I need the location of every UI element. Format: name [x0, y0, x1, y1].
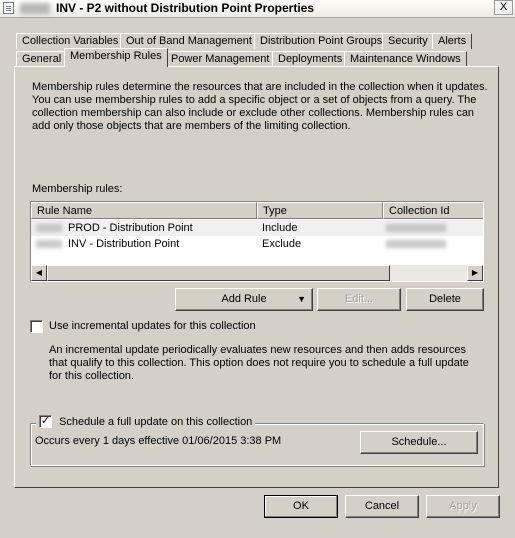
full-update-label: Schedule a full update on this collection: [59, 416, 253, 429]
scroll-left-icon[interactable]: ◀: [31, 265, 47, 281]
rule-type-cell: Include: [262, 222, 298, 234]
tab-membership-rules[interactable]: Membership Rules: [64, 48, 168, 67]
redacted-icon: [36, 224, 62, 232]
incremental-updates-description: An incremental update periodically evaluates new resources and then adds resources that qualify to this collection. This option does not require you to schedule a full update for this collection.: [49, 344, 469, 382]
tab-alerts[interactable]: Alerts: [432, 33, 472, 49]
schedule-button[interactable]: Schedule...: [360, 431, 478, 454]
tab-maintenance-windows[interactable]: Maintenance Windows: [344, 51, 467, 67]
tab-power-management[interactable]: Power Management: [165, 51, 275, 67]
redacted-collection-id: [386, 224, 446, 232]
scroll-thumb[interactable]: [47, 265, 390, 281]
rule-name-cell: PROD - Distribution Point: [68, 222, 193, 234]
full-update-checkbox[interactable]: ✓: [40, 415, 51, 427]
rule-name-cell: INV - Distribution Point: [68, 238, 180, 250]
cancel-button[interactable]: Cancel: [345, 495, 419, 518]
window-title: INV - P2 without Distribution Point Properties: [56, 1, 315, 15]
edit-button[interactable]: Edit...: [317, 288, 401, 311]
table-row[interactable]: [31, 236, 483, 252]
add-rule-button[interactable]: [175, 288, 313, 311]
list-header: [31, 202, 484, 219]
delete-button[interactable]: Delete: [406, 288, 484, 311]
tab-security[interactable]: Security: [382, 33, 434, 49]
membership-rules-label: Membership rules:: [32, 183, 123, 195]
membership-description: Membership rules determine the resources that are included in the collection when it updates. You can use membership rules to add a specific object or a set of objects from a query. The collection membership can also include or exclude other collections. Membership rules can add only those objects that are members of the limiting collection.: [32, 81, 488, 132]
column-rule-name[interactable]: Rule Name: [31, 202, 257, 219]
tab-collection-variables[interactable]: Collection Variables: [16, 33, 124, 49]
membership-rules-list[interactable]: [30, 201, 484, 282]
incremental-updates-checkbox[interactable]: [30, 320, 43, 333]
rule-type-cell: Exclude: [262, 238, 302, 250]
table-row[interactable]: [31, 220, 483, 236]
column-collection-id[interactable]: Collection Id: [383, 202, 484, 219]
scroll-right-icon[interactable]: ▶: [467, 265, 483, 281]
properties-icon: [3, 2, 14, 14]
chevron-down-icon: ▼: [297, 294, 306, 304]
redacted-collection-id: [386, 240, 446, 248]
incremental-updates-label: Use incremental updates for this collection: [49, 320, 256, 332]
redacted-title-prefix: [20, 3, 50, 14]
tab-general[interactable]: General: [16, 51, 67, 67]
column-type[interactable]: Type: [257, 202, 383, 219]
ok-button[interactable]: OK: [264, 495, 338, 518]
title-bar: [0, 0, 515, 18]
horizontal-scrollbar[interactable]: [31, 265, 483, 281]
tab-out-of-band-management[interactable]: Out of Band Management: [120, 33, 258, 49]
full-update-legend: [36, 416, 255, 432]
close-button[interactable]: X: [494, 0, 513, 15]
add-rule-label: Add Rule: [221, 293, 267, 305]
schedule-text: Occurs every 1 days effective 01/06/2015 3:38 PM: [35, 435, 282, 447]
apply-button[interactable]: Apply: [426, 495, 500, 518]
redacted-icon: [36, 240, 62, 248]
tab-distribution-point-groups[interactable]: Distribution Point Groups: [254, 33, 388, 49]
tab-deployments[interactable]: Deployments: [272, 51, 348, 67]
